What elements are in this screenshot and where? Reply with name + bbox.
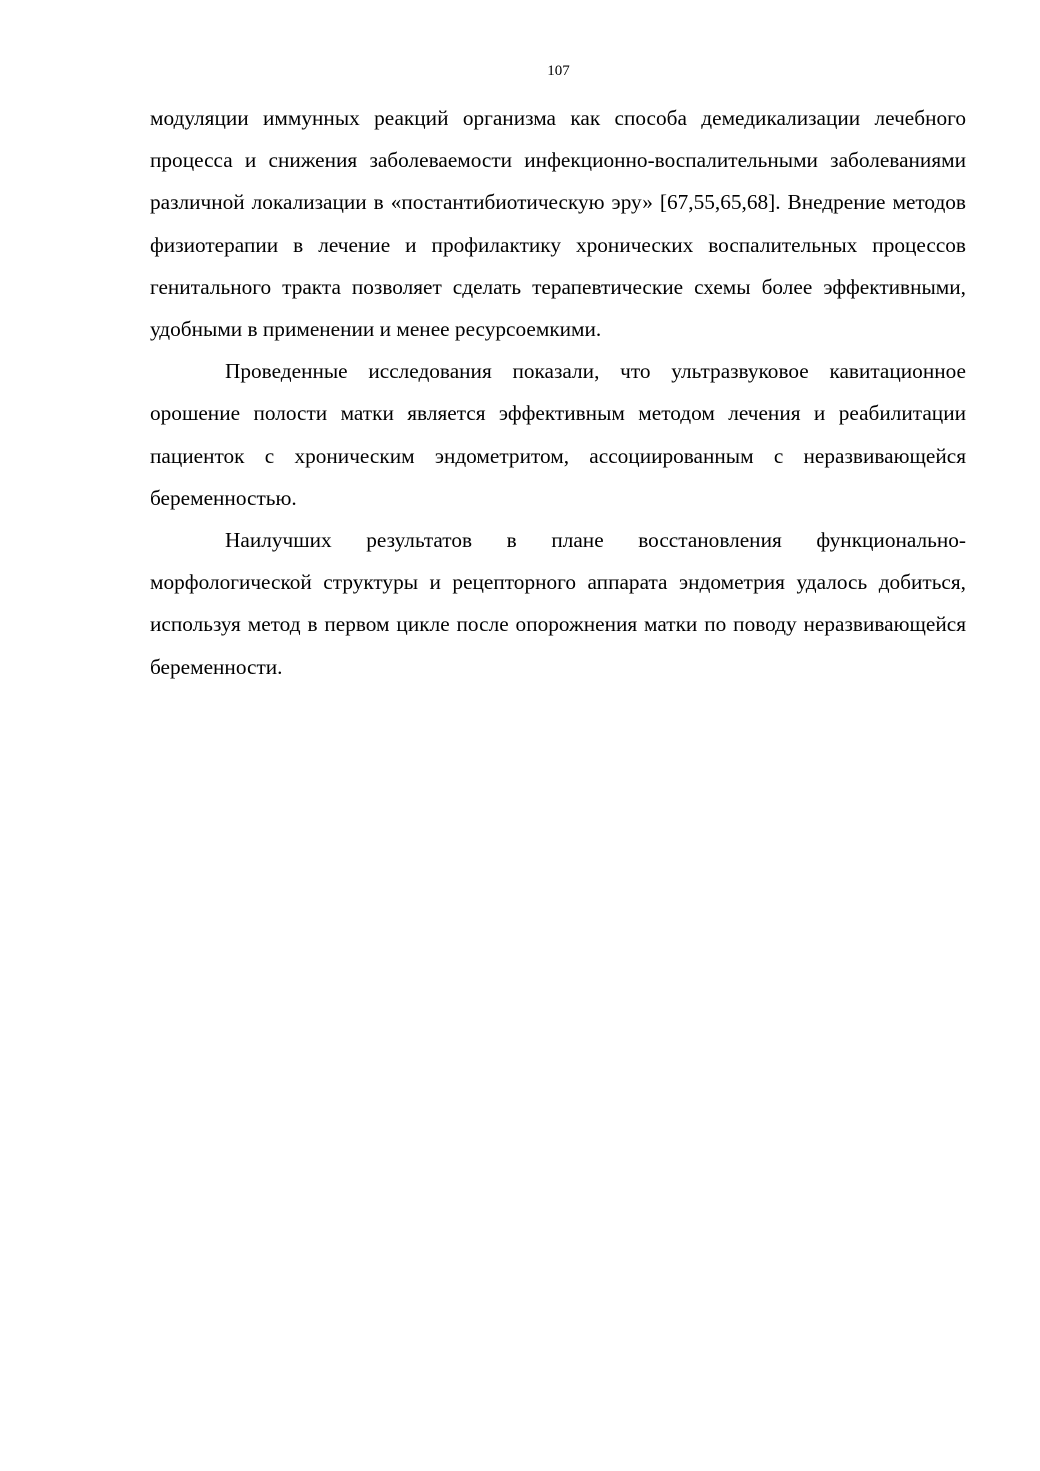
paragraph-continuation: модуляции иммунных реакций организма как способа демедикализации лечебного процесса и снижения заболеваемости инфекционно-воспалительными заболеваниями различной локализации в «постантибиотическую эру» [67,55,65,68]. Внедрение методов физиотерапии в лечение и профилактику хронических воспалительных процессов генитального тракта позволяет сделать терапевтические схемы более эффективными, удобными в применении и менее ресурсоемкими. xyxy=(150,106,966,342)
paragraph-best-results: Наилучших результатов в плане восстановления функционально-морфологической структуры и рецепторного аппарата эндометрия удалось добиться, используя метод в первом цикле после опорожнения матки по поводу неразвивающейся беременности. xyxy=(150,528,966,679)
page-number: 107 xyxy=(547,63,570,79)
body-text xyxy=(150,97,966,688)
paragraph-research-findings: Проведенные исследования показали, что ультразвуковое кавитационное орошение полости матки является эффективным методом лечения и реабилитации пациенток с хроническим эндометритом, ассоциированным с неразвивающейся беременностью. xyxy=(150,359,966,510)
